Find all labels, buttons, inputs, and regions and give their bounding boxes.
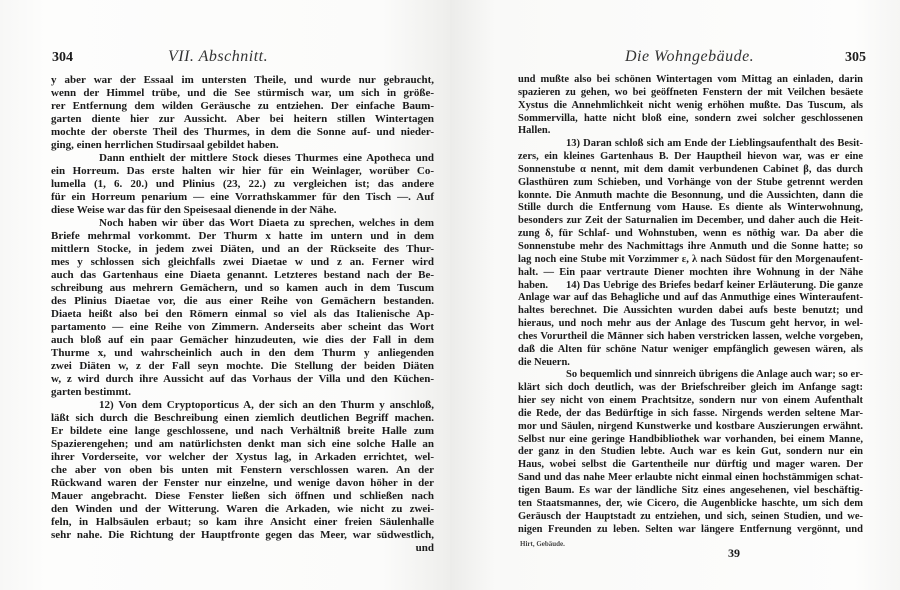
text-line [518, 524, 863, 537]
text-line-content: So bequemlich und sinnreich übrigens die Anlage auch war; so er- [566, 369, 863, 381]
text-line-content: lag noch eine Stube mit Vorzimmer ε, λ nach Südost für den Morgenaufent- [518, 253, 863, 265]
text-line [51, 100, 434, 113]
right-page [450, 0, 900, 590]
text-line [51, 126, 434, 139]
text-line-content: Noch haben wir über das Wort Diaeta zu sprechen, welches in dem [99, 217, 434, 229]
text-line [51, 516, 434, 529]
text-line [518, 408, 863, 421]
text-line-content: wenn der Himmel trübe, und die See stürmisch war, um sich in größe- [51, 87, 434, 99]
text-line-content: Anlage war auf das Behagliche und auf das Anmuthige eines Winteraufent- [518, 292, 863, 304]
text-line [51, 204, 434, 217]
text-line [518, 228, 863, 241]
page-body [518, 74, 863, 536]
text-line-content: spazieren zu gehen, wo bei geöffneten Fenstern der mit Veilchen besäete [518, 86, 863, 98]
text-line-content: Er bildete eine lange geschlossene, und nach Verhältniß breite Halle zum [51, 425, 434, 437]
text-line-content: halt. — Ein paar vertraute Diener mochten ihre Wohnung in der Nähe haben. [518, 266, 863, 291]
text-line-content: lumella (1, 6. 20.) und Plinius (23, 22.) zu vergleichen ist; das andere [51, 178, 434, 190]
text-line [51, 282, 434, 295]
text-line [51, 256, 434, 269]
page-body [51, 74, 434, 555]
text-line-content: Geräusch der Hauptstadt zu entziehen, und sich, seinen Studien, und we- [518, 510, 863, 522]
text-line [518, 151, 863, 164]
text-line-content: für ein Horreum penarium — eine Vorrathskammer für den Tisch —. Auf [51, 191, 434, 203]
text-line [518, 254, 863, 267]
text-line [51, 477, 434, 490]
text-line [518, 511, 863, 524]
text-line-content: che aber von oben bis unten mit Fenstern verschlossen waren. An der [51, 464, 434, 476]
text-line-content: 13) Daran schloß sich am Ende der Lieblingsaufenthalt des Besit- [566, 138, 863, 150]
text-line [51, 464, 434, 477]
text-line [51, 321, 434, 334]
text-line [51, 399, 434, 412]
text-line-content: ches Vorurtheil die Männer sich haben verstricken lassen, welche vorgeben, [518, 330, 863, 342]
text-line [51, 438, 434, 451]
text-line-content: garten diente hier zur Aussicht. Aber bei heitern stillen Wintertagen [51, 113, 434, 125]
text-line [51, 386, 434, 399]
text-line-content: ihrer Vorderseite, vor welcher der Xystus lag, in Arkaden errichtet, wel- [51, 451, 434, 463]
text-line-content: ein Horreum. Das erste halten wir hier für ein Weinlager, worüber Co- [51, 165, 434, 177]
text-line [518, 292, 863, 305]
text-line-content: der ganz in den Studien lebte. Auch war es kein Gut, sondern nur ein [518, 446, 863, 458]
text-line [51, 74, 434, 87]
text-line-content: zwei Diäten w, z der Fall seyn mochte. Die Stellung der beiden Diäten [51, 360, 434, 372]
text-line [51, 451, 434, 464]
text-line-content: die Rede, der das Bedürftige in sich fasse. Nirgends werden seltene Mar- [518, 407, 863, 419]
text-line-content: w, z wird durch ihre Aussicht auf das Vorhaus der Villa und den Küchen- [51, 373, 434, 385]
text-line-content: diese Weise war das für den Speisesaal dienende in der Nähe. [51, 204, 337, 216]
text-line [518, 498, 863, 511]
page-number: 304 [52, 50, 73, 65]
text-line-content: 12) Von dem Cryptoporticus A, der sich an den Thurm y anschloß, [99, 399, 434, 411]
text-line [518, 215, 863, 228]
text-line [518, 177, 863, 190]
text-line [518, 164, 863, 177]
text-line [518, 395, 863, 408]
text-line-content: Sand und das nahe Meer erlaubte nicht einmal einen hochstämmigen schat- [518, 472, 863, 484]
text-line [51, 425, 434, 438]
text-line [51, 178, 434, 191]
text-line-content: Sonnenstube mehr des Nachmittags ihre Anmuth und die Sonne hatte; so [518, 240, 863, 252]
text-line [51, 87, 434, 100]
text-line [518, 357, 863, 370]
text-line-content: Spazierengehen; und am natürlichsten denkt man sich eine solche Halle an [51, 438, 434, 450]
text-line-content: Diaeta heißt also bei den Römern einmal so viel als das Italienische Ap- [51, 308, 434, 320]
text-line-content: mochte der oberste Theil des Thurmes, in dem die Sonne auf- und nieder- [51, 126, 434, 138]
text-line-content: zung δ, für Schlaf- und Wohnstuben, wenn es nöthig war. Da aber die [518, 228, 863, 240]
text-line-content: haltes berechnet. Die Aussichten wurden dabei aufs beste benutzt; und [518, 305, 863, 317]
text-line-content: und [415, 542, 434, 554]
text-line [51, 243, 434, 256]
text-line [518, 280, 863, 293]
text-line-content: Hallen. [518, 125, 551, 137]
text-line-content: Briefe mehrmal vorkommt. Der Thurm x hatte im untern und in dem [51, 230, 434, 242]
text-line-content: zers, ein kleines Gartenhaus B. Der Hauptheil hievon war, was er eine [518, 151, 863, 163]
text-line-content: die Neuern. [518, 356, 570, 368]
text-line-content: auch bloß auf ein paar Gemächer hinzudeuten, wie dies der Fall in dem [51, 334, 434, 346]
text-line [518, 318, 863, 331]
text-line [51, 113, 434, 126]
text-line-content: tigen Baum. Es war der ländliche Sitz eines angesehenen, viel beschäftig- [518, 485, 863, 496]
text-line-content: Mauer angebracht. Diese Fenster ließen sich öffnen und schließen nach [51, 490, 434, 502]
text-line-content: schreibung aus mehrern Gemächern, und so kamen auch in dem Tuscum [51, 282, 434, 294]
text-line-content: y aber war der Essaal im untersten Theile, und wurde nur gebraucht, [51, 74, 434, 86]
text-line-content: konnte. Die Anmuth machte die Besonnung, und die Aussichten, dann die [518, 189, 863, 201]
text-line-content: den Winden und der Witterung. Waren die Arkaden, wie nicht zu zwei- [51, 503, 434, 515]
text-line [518, 74, 863, 87]
text-line [518, 113, 863, 126]
text-line [518, 190, 863, 203]
text-line [51, 152, 434, 165]
text-line [51, 490, 434, 503]
text-line-content: garten bestimmt. [51, 386, 132, 398]
text-line [518, 87, 863, 100]
text-line [51, 230, 434, 243]
text-line [518, 305, 863, 318]
text-line-content: und mußte also bei schönen Wintertagen vom Mittag an einladen, darin [518, 74, 863, 85]
text-line-content: feln, in Halbsäulen erbaut; so kam ihre Ansicht einer freien Säulenhalle [51, 516, 434, 528]
text-line [518, 472, 863, 485]
text-line-content: Stille durch die Entfernung vom Hause. Es diente als Winterwohnung, [518, 202, 863, 214]
text-line [51, 360, 434, 373]
text-line [51, 165, 434, 178]
text-line [518, 459, 863, 472]
text-line [518, 344, 863, 357]
text-line [51, 334, 434, 347]
text-line [518, 125, 863, 138]
text-line [518, 138, 863, 151]
text-line [51, 269, 434, 282]
footer-note: Hirt, Gebäude. [520, 540, 565, 548]
text-line-content: hieraus, und noch mehr aus der Anlage des Tuscum geht hervor, in wel- [518, 318, 863, 330]
text-line [518, 485, 863, 498]
text-line [51, 529, 434, 542]
text-line [518, 369, 863, 382]
text-line [51, 295, 434, 308]
text-line-content: partamento — eine Reihe von Zimmern. Anderseits aber scheint das Wort [51, 321, 434, 333]
text-line-content: Selbst nur eine geringe Handbibliothek war vorhanden, bei einem Manne, [518, 433, 863, 445]
text-line [518, 446, 863, 459]
signature-mark: 39 [728, 546, 740, 560]
text-line-content: besonders zur Zeit der Saturnalien im December, und daher auch die Heit- [518, 215, 863, 227]
text-line-content: Sonnenstube α nennt, mit dem damit verbundenen Cabinet β, das durch [518, 163, 863, 175]
text-line-content: klärt sich doch deutlich, was der Briefschreiber gleich im Anfange sagt: [518, 382, 863, 394]
text-line [51, 217, 434, 230]
text-line [518, 382, 863, 395]
text-line [51, 503, 434, 516]
text-line-content: Sommervilla, hatte nicht bloß eine, sondern zwei solcher geschlossenen [518, 112, 863, 124]
text-line [51, 139, 434, 152]
text-line-content: mes y schlossen sich gleichfalls zwei Diaetae w und z an. Ferner wird [51, 256, 434, 268]
text-line-content: mor und Säulen, nirgend Kunstwerke und kostbare Auszierungen erwähnt. [518, 420, 863, 432]
running-head: VII. Abschnitt. [168, 48, 269, 65]
running-head: Die Wohngebäude. [625, 48, 755, 65]
text-line-content: des Plinius Diaetae vor, die aus einer Reihe von Gemächern bestanden. [51, 295, 434, 307]
page-number: 305 [845, 50, 866, 65]
text-line [518, 434, 863, 447]
text-line-content: 14) Das Uebrige des Briefes bedarf keiner Erläuterung. Die ganze [566, 279, 863, 291]
text-line-content: nigen Freunden zu leben. Selten war längere Entfernung vergönnt, und [518, 523, 863, 535]
text-line-content: sehr nahe. Die Richtung der Hauptfronte gegen das Meer, war südwestlich, [51, 529, 434, 541]
text-line [51, 347, 434, 360]
text-line [518, 331, 863, 344]
text-line [51, 308, 434, 321]
text-line-content: Rückwand waren der Fenster nur einzelne, und wenige davon höher in der [51, 477, 434, 489]
text-line-content: mittlern Stocke, in jedem zwei Diäten, und an der Rückseite des Thur- [51, 243, 434, 255]
text-line [518, 421, 863, 434]
text-line-content: Thurme x, und wahrscheinlich auch in den dem Thurm y anliegenden [51, 347, 434, 359]
text-line-content: Xystus die Annehmlichkeit nicht wenig erhöhen mußte. Das Tuscum, als [518, 99, 863, 111]
text-line [51, 412, 434, 425]
text-line-content: hier sey nicht von einem Prachtsitze, sondern nur von einem Aufenthalt [518, 395, 863, 407]
text-line-content: läßt sich durch die Beschreibung einen ziemlich deutlichen Begriff machen. [51, 412, 434, 424]
text-line [518, 202, 863, 215]
text-line [518, 100, 863, 113]
text-line [518, 241, 863, 254]
text-line-content: daß die Alten für schöne Natur weniger empfänglich gewesen wären, als [518, 343, 863, 355]
text-line [51, 191, 434, 204]
text-line-content: auch das Gartenhaus eine Diaeta genannt. Letzteres bestand nach der Be- [51, 269, 434, 281]
text-line [51, 542, 434, 555]
text-line-content: Glasthüren zum Schieben, und Vorhänge von der Stube getrennt werden [518, 176, 863, 188]
text-line-content: ging, einen herrlichen Studirsaal gebildet haben. [51, 139, 279, 151]
text-line-content: rer Entfernung dem wilden Geräusche zu entziehen. Der einfache Baum- [51, 100, 434, 112]
text-line-content: ten Staatsmannes, der, wie Cicero, die Augenblicke haschte, um sich dem [518, 497, 863, 509]
text-line-content: Haus, wobei selbst die Gartentheile nur dürftig und mager waren. Der [518, 459, 863, 471]
text-line-content: Dann enthielt der mittlere Stock dieses Thurmes eine Apotheca und [99, 152, 434, 164]
text-line [51, 373, 434, 386]
